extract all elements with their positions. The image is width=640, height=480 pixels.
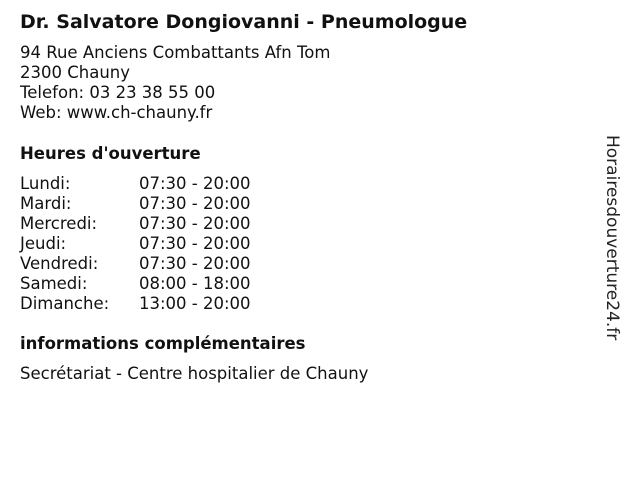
address-street: 94 Rue Anciens Combattants Afn Tom bbox=[20, 43, 331, 62]
website-link[interactable]: Web: www.ch-chauny.fr bbox=[20, 103, 213, 122]
hours-row-thursday bbox=[20, 234, 600, 254]
time-range: 07:30 - 20:00 bbox=[139, 194, 251, 213]
opening-hours-list bbox=[20, 174, 600, 314]
additional-info-text: Secrétariat - Centre hospitalier de Chauny bbox=[20, 364, 369, 383]
time-range: 07:30 - 20:00 bbox=[139, 254, 251, 273]
day-label: Samedi: bbox=[20, 274, 88, 293]
phone-number: Telefon: 03 23 38 55 00 bbox=[20, 83, 216, 102]
day-label: Lundi: bbox=[20, 174, 71, 193]
opening-hours-heading: Heures d'ouverture bbox=[20, 144, 201, 163]
day-label: Dimanche: bbox=[20, 294, 110, 313]
time-range: 13:00 - 20:00 bbox=[139, 294, 251, 313]
additional-info-heading: informations complémentaires bbox=[20, 334, 306, 353]
contact-block bbox=[20, 43, 600, 123]
site-watermark: Horairesdouverture24.fr bbox=[602, 135, 622, 341]
day-label: Mercredi: bbox=[20, 214, 98, 233]
day-label: Vendredi: bbox=[20, 254, 99, 273]
address-city: 2300 Chauny bbox=[20, 63, 131, 82]
time-range: 07:30 - 20:00 bbox=[139, 214, 251, 233]
hours-row-wednesday bbox=[20, 214, 600, 234]
day-label: Mardi: bbox=[20, 194, 72, 213]
time-range: 07:30 - 20:00 bbox=[139, 174, 251, 193]
time-range: 07:30 - 20:00 bbox=[139, 234, 251, 253]
hours-row-sunday bbox=[20, 294, 600, 314]
listing-card bbox=[20, 10, 600, 384]
hours-row-tuesday bbox=[20, 194, 600, 214]
time-range: 08:00 - 18:00 bbox=[139, 274, 251, 293]
hours-row-friday bbox=[20, 254, 600, 274]
hours-row-monday bbox=[20, 174, 600, 194]
hours-row-saturday bbox=[20, 274, 600, 294]
day-label: Jeudi: bbox=[20, 234, 67, 253]
page-title: Dr. Salvatore Dongiovanni - Pneumologue bbox=[20, 11, 468, 33]
